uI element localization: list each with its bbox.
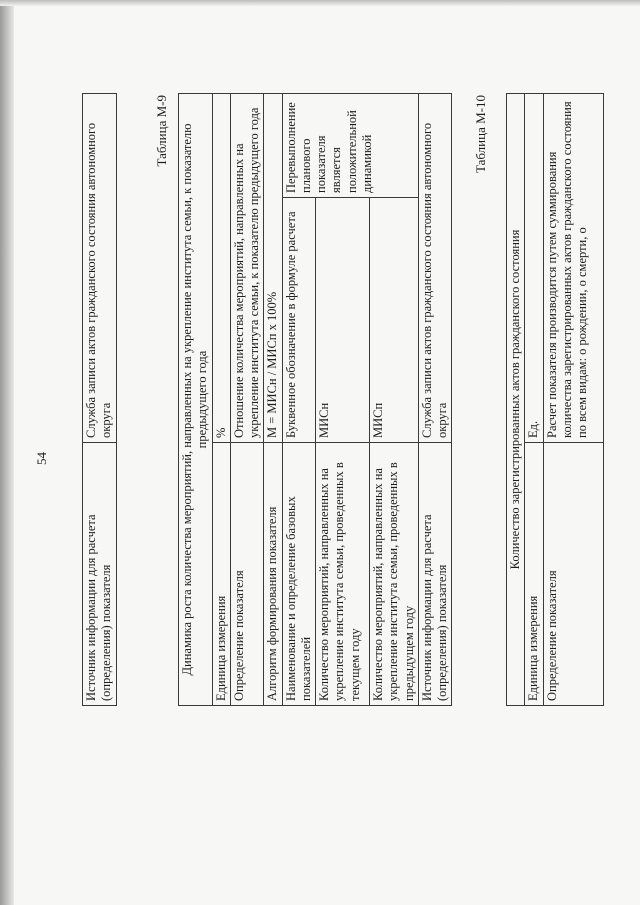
- table-row: [507, 94, 525, 706]
- definition-label: Определение показателя: [543, 443, 603, 706]
- table-m9-title: Динамика роста количества мероприятий, направленных на укрепление института семьи, к показателю предыдущего года: [179, 93, 213, 705]
- base-indicator-symbol: МИСп: [370, 198, 419, 443]
- source-value: Служба записи актов гражданского состояния автономного округа: [83, 94, 117, 443]
- definition-label: Определение показателя: [230, 443, 264, 706]
- base-indicator-symbol: МИСн: [316, 198, 370, 443]
- table-row: [179, 93, 213, 705]
- table-m10-title: Количество зарегистрированных актов гражданского состояния: [507, 94, 525, 706]
- source-label: Источник информации для расчета (определения) показателя: [83, 443, 117, 706]
- table-row: [525, 94, 543, 706]
- symbol-header: Буквенное обозначение в формуле расчета: [282, 198, 316, 443]
- table-m9: [178, 93, 452, 706]
- unit-value: %: [212, 93, 230, 442]
- source-value: Служба записи актов гражданского состояния автономного округа: [418, 93, 452, 442]
- table-row: [83, 94, 117, 706]
- table-row: [264, 93, 282, 705]
- unit-label: Единица измерения: [525, 443, 543, 706]
- table-m10: [506, 93, 604, 706]
- source-label: Источник информации для расчета (определения) показателя: [418, 443, 452, 706]
- definition-value: Отношение количества мероприятий, направленных на укрепление института семьи, к показателю предыдущего года: [230, 93, 264, 442]
- table-row: [282, 93, 316, 705]
- page-number: 54: [34, 452, 49, 465]
- base-indicator-name: Количество мероприятий, направленных на укрепление института семьи, проведенных в предыдущем году: [370, 443, 419, 706]
- table-m9-caption: Таблица М-9: [154, 95, 169, 167]
- unit-label: Единица измерения: [212, 443, 230, 706]
- table-row: [543, 94, 603, 706]
- note: Перевыполнение планового показателя является положительной динамикой: [282, 93, 418, 197]
- algorithm-label: Алгоритм формирования показателя: [264, 443, 282, 706]
- table-row: [212, 93, 230, 705]
- definition-value: Расчет показателя производится путем суммирования количества зарегистрированных актов гражданского состояния по всем видам: о рождении, о смерти, о: [543, 94, 603, 443]
- table-source-continuation: [82, 93, 117, 706]
- table-m10-caption: Таблица М-10: [473, 95, 488, 173]
- table-row: [230, 93, 264, 705]
- table-row: [418, 93, 452, 705]
- base-indicator-name: Количество мероприятий, направленных на укрепление института семьи, проведенных в текущем году: [316, 443, 370, 706]
- unit-value: Ед.: [525, 94, 543, 443]
- base-indicators-label: Наименование и определение базовых показателей: [282, 443, 316, 706]
- algorithm-value: М = МИСн / МИСп х 100%: [264, 93, 282, 442]
